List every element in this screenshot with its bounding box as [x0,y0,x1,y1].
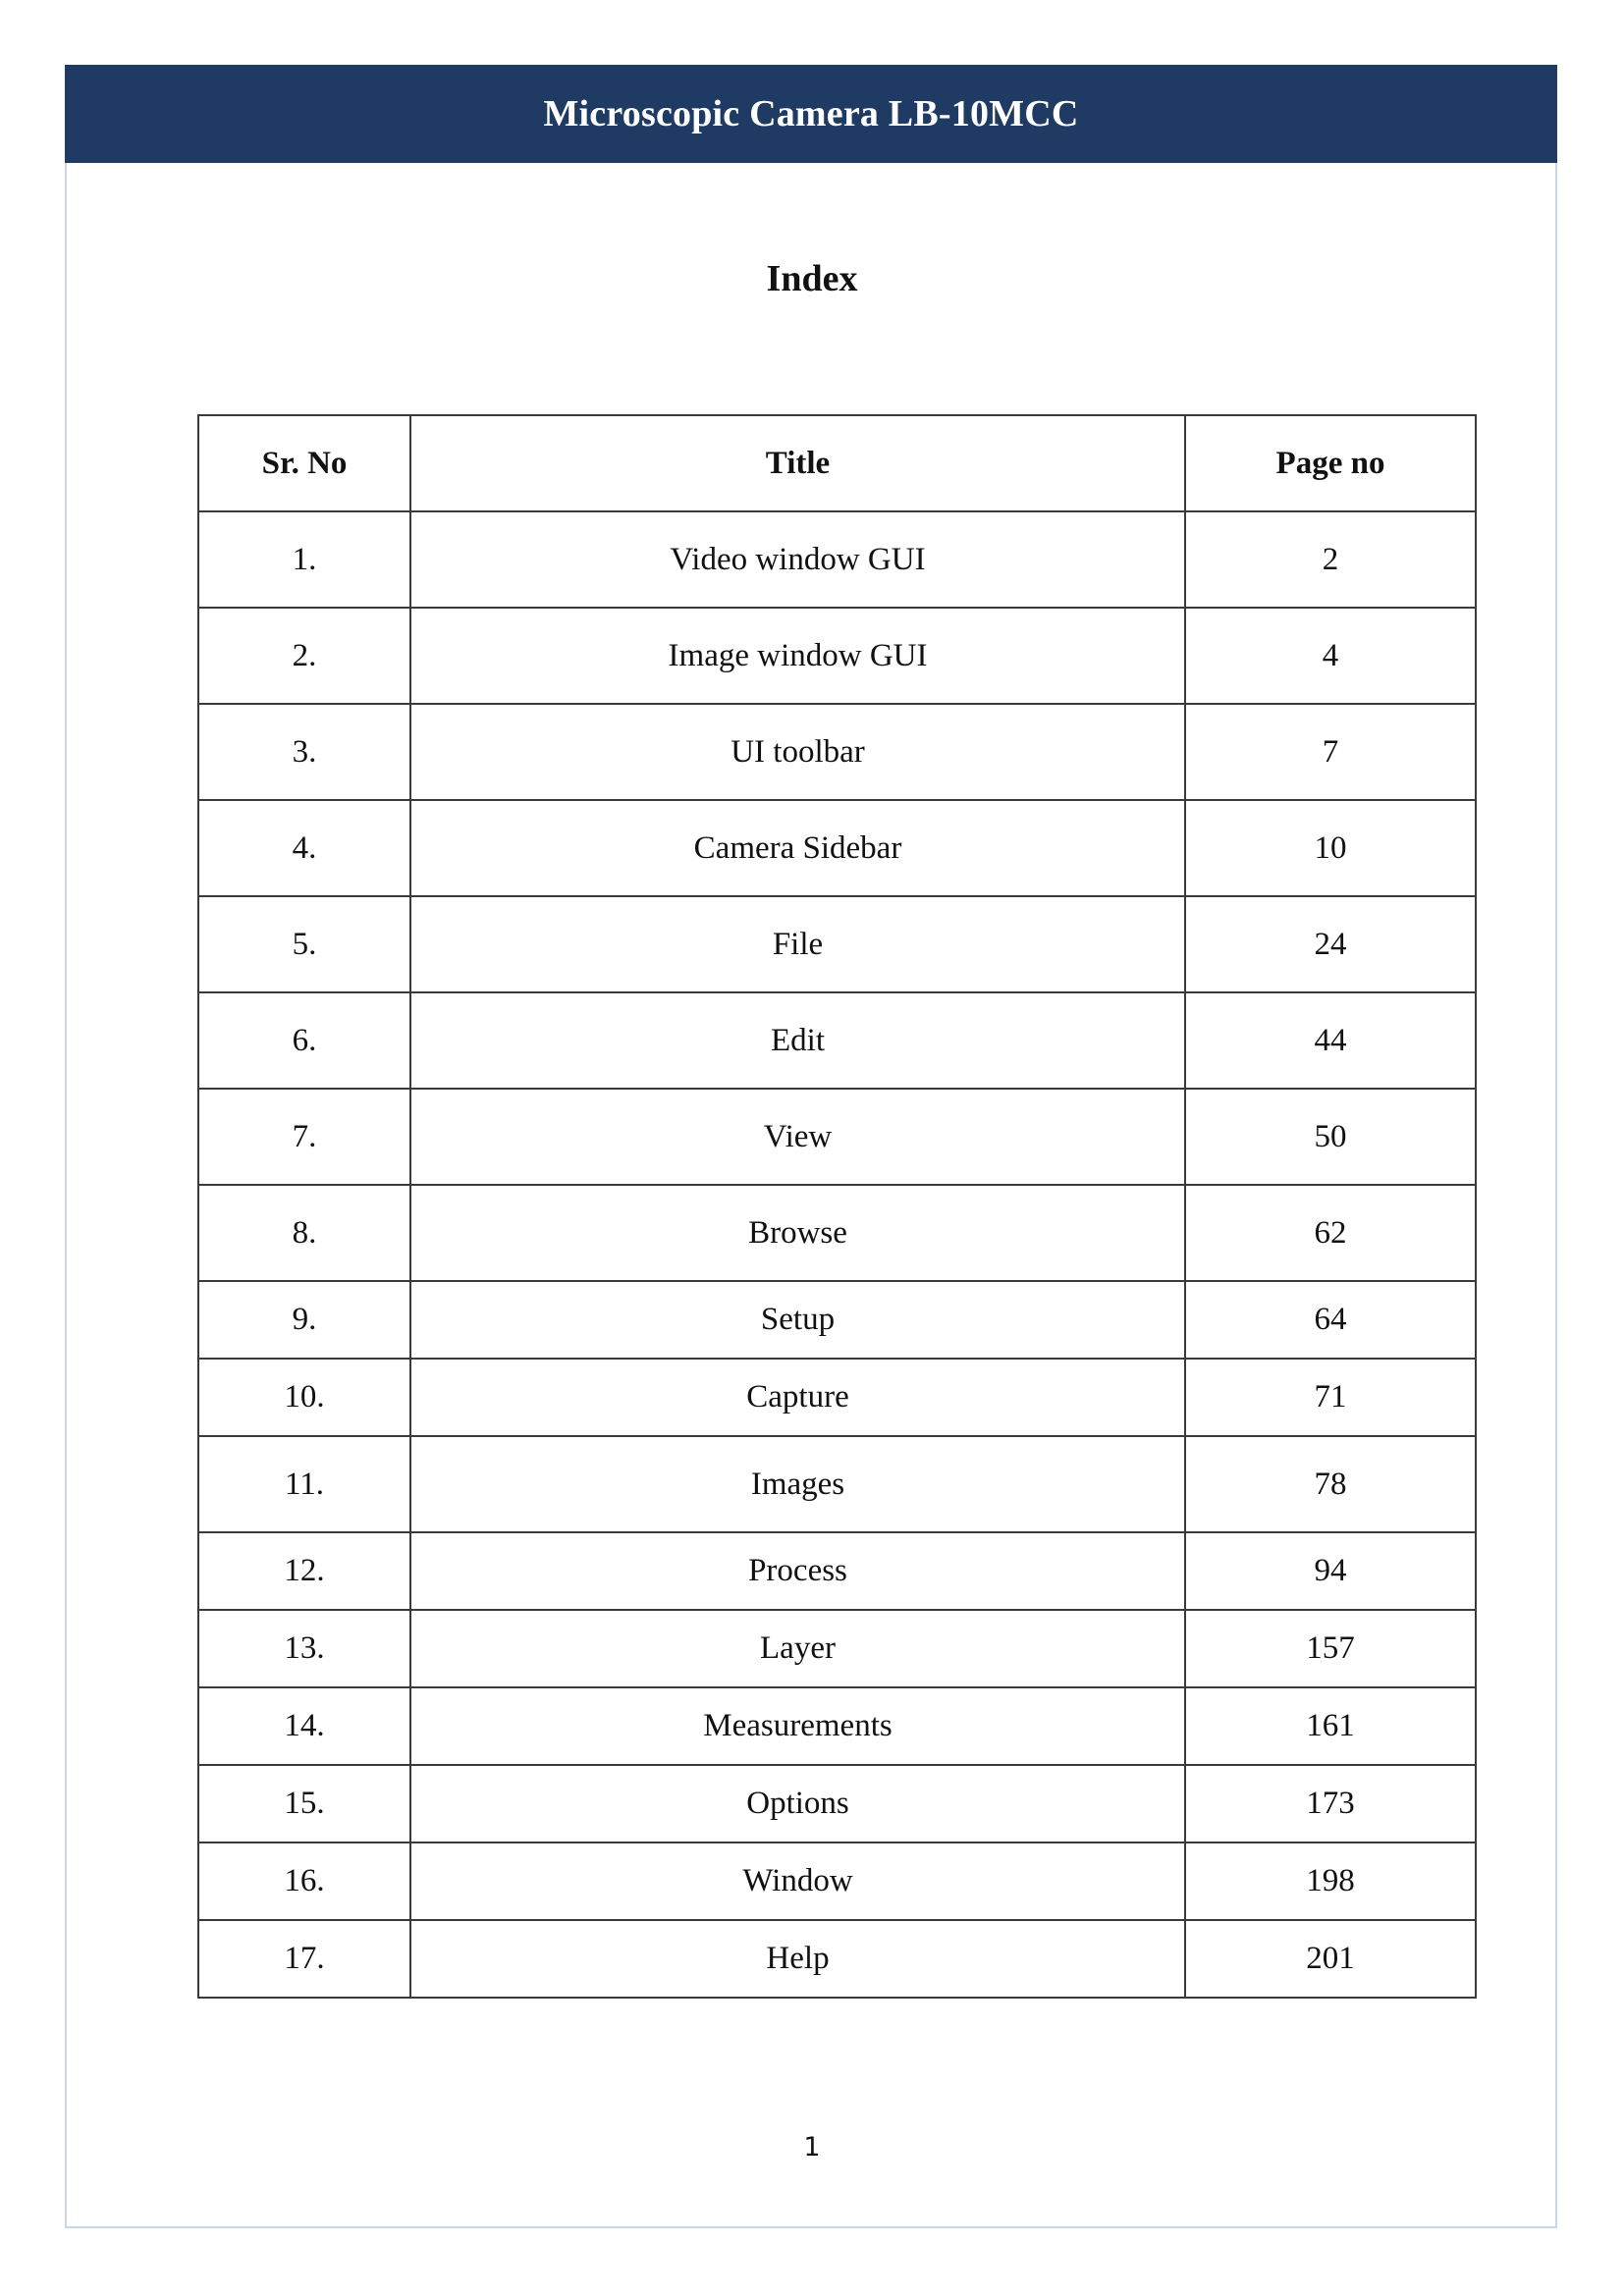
page-no-cell: 201 [1185,1920,1476,1998]
column-header-sr-no: Sr. No [198,415,410,511]
title-cell: Layer [410,1610,1185,1687]
sr-no-cell: 8. [198,1185,410,1281]
table-row [198,1436,1476,1532]
sr-no-cell: 2. [198,608,410,704]
sr-no-cell: 12. [198,1532,410,1610]
page-no-cell: 24 [1185,896,1476,992]
header-bar [65,65,1557,163]
sr-no-cell: 14. [198,1687,410,1765]
table-row [198,1185,1476,1281]
table-row [198,511,1476,608]
page-no-cell: 161 [1185,1687,1476,1765]
index-table [197,414,1477,1999]
sr-no-cell: 4. [198,800,410,896]
sr-no-cell: 17. [198,1920,410,1998]
page-no-cell: 2 [1185,511,1476,608]
table-row [198,1765,1476,1842]
title-cell: Process [410,1532,1185,1610]
page-no-cell: 44 [1185,992,1476,1089]
page-no-cell: 4 [1185,608,1476,704]
title-cell: Camera Sidebar [410,800,1185,896]
page-no-cell: 157 [1185,1610,1476,1687]
title-cell: Browse [410,1185,1185,1281]
title-cell: View [410,1089,1185,1185]
page-no-cell: 62 [1185,1185,1476,1281]
sr-no-cell: 9. [198,1281,410,1359]
sr-no-cell: 16. [198,1842,410,1920]
column-header-title: Title [410,415,1185,511]
page-no-cell: 7 [1185,704,1476,800]
sr-no-cell: 3. [198,704,410,800]
title-cell: Measurements [410,1687,1185,1765]
title-cell: Capture [410,1359,1185,1436]
table-row [198,1281,1476,1359]
table-row [198,1920,1476,1998]
title-cell: Image window GUI [410,608,1185,704]
table-row [198,1842,1476,1920]
page-no-cell: 64 [1185,1281,1476,1359]
page-no-cell: 78 [1185,1436,1476,1532]
title-cell: File [410,896,1185,992]
table-row [198,1532,1476,1610]
title-cell: Setup [410,1281,1185,1359]
sr-no-cell: 6. [198,992,410,1089]
sr-no-cell: 13. [198,1610,410,1687]
table-row [198,1687,1476,1765]
page-no-cell: 94 [1185,1532,1476,1610]
sr-no-cell: 7. [198,1089,410,1185]
table-header-row [198,415,1476,511]
title-cell: Window [410,1842,1185,1920]
title-cell: Video window GUI [410,511,1185,608]
table-row [198,992,1476,1089]
page-number: 1 [803,2132,821,2163]
page-no-cell: 198 [1185,1842,1476,1920]
table-row [198,704,1476,800]
sr-no-cell: 5. [198,896,410,992]
index-heading: Index [766,258,858,299]
table-row [198,608,1476,704]
page-no-cell: 71 [1185,1359,1476,1436]
page-no-cell: 50 [1185,1089,1476,1185]
title-cell: UI toolbar [410,704,1185,800]
page-no-cell: 10 [1185,800,1476,896]
title-cell: Images [410,1436,1185,1532]
page-no-cell: 173 [1185,1765,1476,1842]
title-cell: Help [410,1920,1185,1998]
table-row [198,896,1476,992]
table-row [198,800,1476,896]
table-row [198,1610,1476,1687]
title-cell: Edit [410,992,1185,1089]
sr-no-cell: 11. [198,1436,410,1532]
sr-no-cell: 1. [198,511,410,608]
sr-no-cell: 10. [198,1359,410,1436]
table-row [198,1089,1476,1185]
sr-no-cell: 15. [198,1765,410,1842]
document-title: Microscopic Camera LB-10MCC [543,93,1079,134]
table-row [198,1359,1476,1436]
title-cell: Options [410,1765,1185,1842]
column-header-page-no: Page no [1185,415,1476,511]
